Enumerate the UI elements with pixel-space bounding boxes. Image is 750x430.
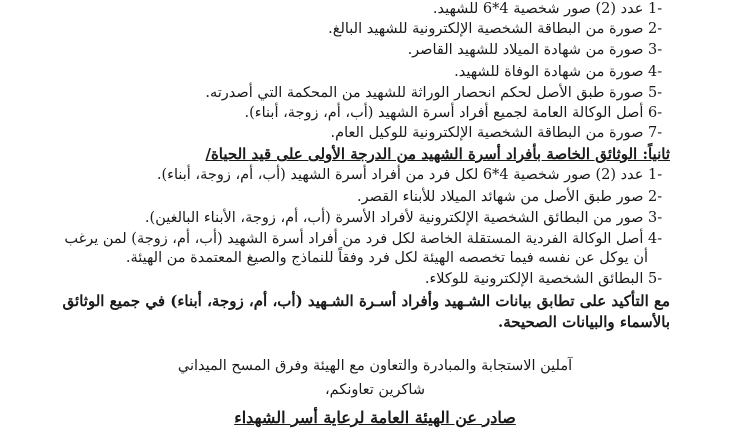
s1-item-4: -4 صورة من شهادة الوفاة للشهيد.	[454, 64, 663, 80]
s1-item-3: -3 صورة من شهادة الميلاد للشهيد القاصر.	[407, 42, 663, 58]
s2-item-1: -1 عدد (2) صور شخصية 4*6 لكل فرد من أفراد أسرة الشهيد (أب، أم، زوجة، أبناء).	[156, 167, 663, 183]
note-line-1: مع التأكيد على تطابق بيانات الشـهيد وأفراد أسـرة الشـهيد (أب، أم، زوجة، أبناء) في جميع الوثائق	[62, 292, 670, 310]
s1-item-5: -5 صورة طبق الأصل لحكم انحصار الوراثة للشهيد من المحكمة التي أصدرته.	[205, 85, 663, 101]
section2-heading: ثانياً: الوثائق الخاصة بأفراد أسرة الشهيد من الدرجة الأولى على قيد الحياة/	[205, 145, 670, 163]
s1-item-1: -1 عدد (2) صور شخصية 4*6 للشهيد.	[432, 1, 663, 17]
s2-item-4-continuation: أن يوكل عن نفسه فيما تخصصه الهيئة لكل فرد وفقاً للنماذج والصيغ المعتمدة من الهيئة.	[125, 250, 648, 266]
note-line-2: بالأسماء والبيانات الصحيحة.	[498, 313, 670, 331]
closing-thanks: شاكرين تعاونكم،	[325, 382, 425, 398]
s2-item-3: -3 صور من البطائق الشخصية الإلكترونية لأفراد الأسرة (أب، أم، زوجة، الأبناء البالغين).	[144, 210, 663, 226]
s1-item-2: -2 صورة من البطاقة الشخصية الإلكترونية للشهيد البالغ.	[328, 21, 663, 37]
s2-item-2: -2 صور طبق الأصل من شهائد الميلاد للأبناء القصر.	[357, 189, 663, 205]
s1-item-7: -7 صورة من البطاقة الشخصية الإلكترونية للوكيل العام.	[330, 125, 663, 141]
s2-item-4: -4 أصل الوكالة الفردية المستقلة الخاصة لكل فرد من أفراد أسرة الشهيد (أب، أم، زوجة) لمن يرغب	[64, 231, 663, 247]
closing-hope: آملين الاستجابة والمبادرة والتعاون مع الهيئة وفرق المسح الميداني	[177, 358, 573, 374]
s1-item-6: -6 أصل الوكالة العامة لجميع أفراد أسرة الشهيد (أب، أم، زوجة، أبناء).	[244, 105, 663, 121]
issuer-text: صادر عن الهيئة العامة لرعاية أسر الشهداء	[234, 408, 516, 427]
s2-item-5: -5 البطائق الشخصية الإلكترونية للوكلاء.	[424, 271, 663, 287]
closing-issuer	[0, 408, 750, 427]
